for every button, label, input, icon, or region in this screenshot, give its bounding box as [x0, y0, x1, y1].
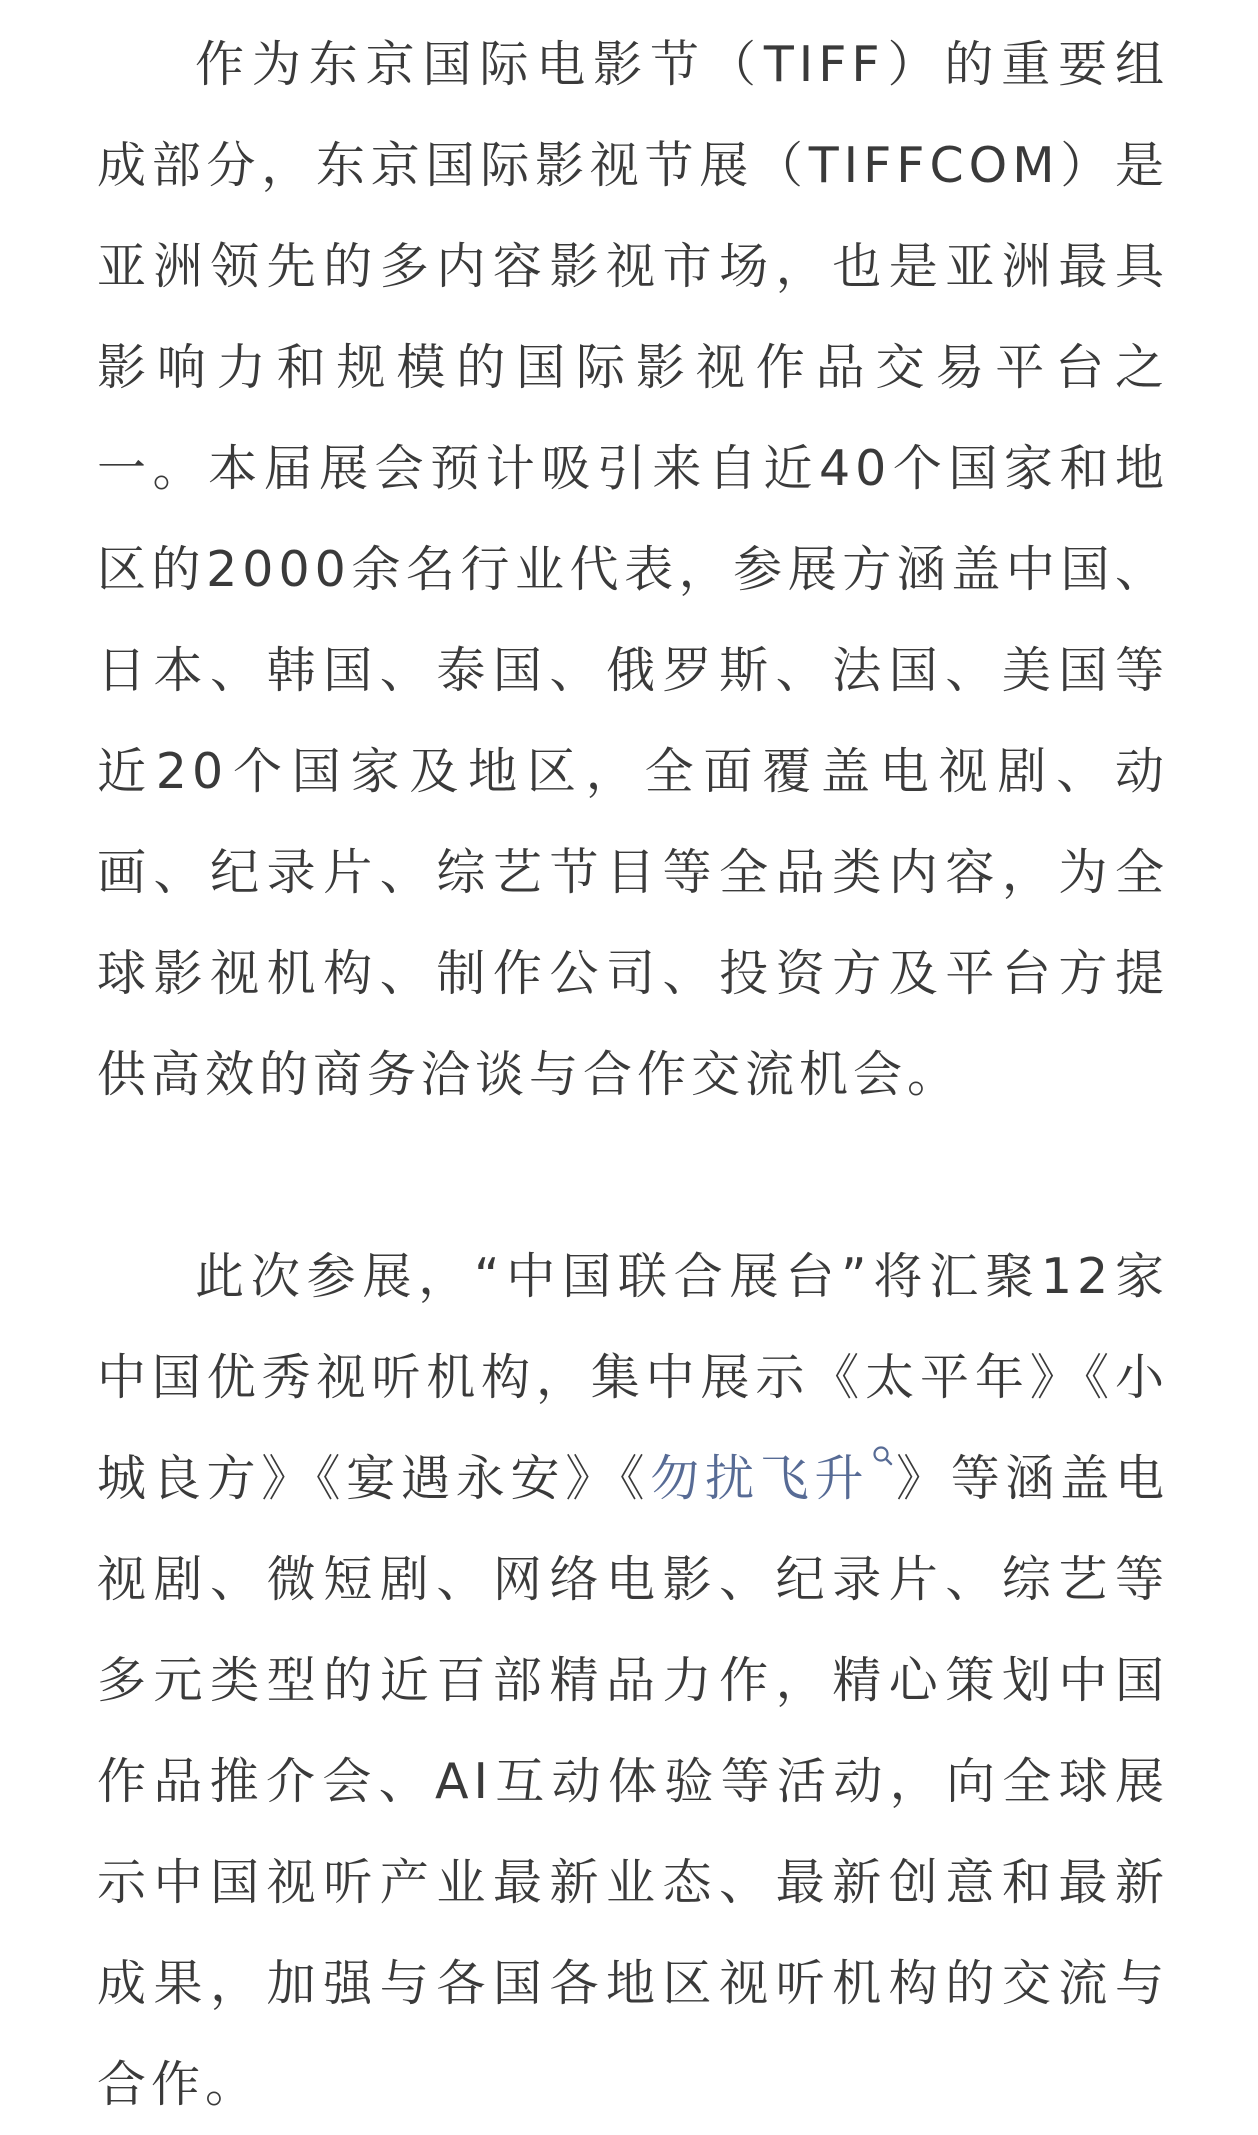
- paragraph-tiffcom-intro: [97, 14, 1169, 1125]
- paragraph-2-text-before-link: 此次参展，“中国联合展台”将汇聚12家中国优秀视听机构，集中展示《太平年》《小城良方》《宴遇永安》《: [97, 1248, 1169, 1507]
- article-body: [97, 14, 1169, 2135]
- drama-search-link-text[interactable]: 勿扰飞升: [650, 1450, 870, 1507]
- drama-search-link[interactable]: [650, 1450, 895, 1507]
- paragraph-2-text-after-link: 》等涵盖电视剧、微短剧、网络电影、纪录片、综艺等多元类型的近百部精品力作，精心策划中国作品推介会、AI互动体验等活动，向全球展示中国视听产业最新业态、最新创意和最新成果，加强与各国各地区视听机构的交流与合作。: [97, 1450, 1169, 2113]
- paragraph-china-pavilion: [97, 1226, 1169, 2135]
- search-icon[interactable]: [871, 1445, 895, 1469]
- paragraph-1-text: 作为东京国际电影节（TIFF）的重要组成部分，东京国际影视节展（TIFFCOM）是亚洲领先的多内容影视市场，也是亚洲最具影响力和规模的国际影视作品交易平台之一。本届展会预计吸引来自近40个国家和地区的2000余名行业代表，参展方涵盖中国、日本、韩国、泰国、俄罗斯、法国、美国等近20个国家及地区，全面覆盖电视剧、动画、纪录片、综艺节目等全品类内容，为全球影视机构、制作公司、投资方及平台方提供高效的商务洽谈与合作交流机会。: [97, 36, 1169, 1103]
